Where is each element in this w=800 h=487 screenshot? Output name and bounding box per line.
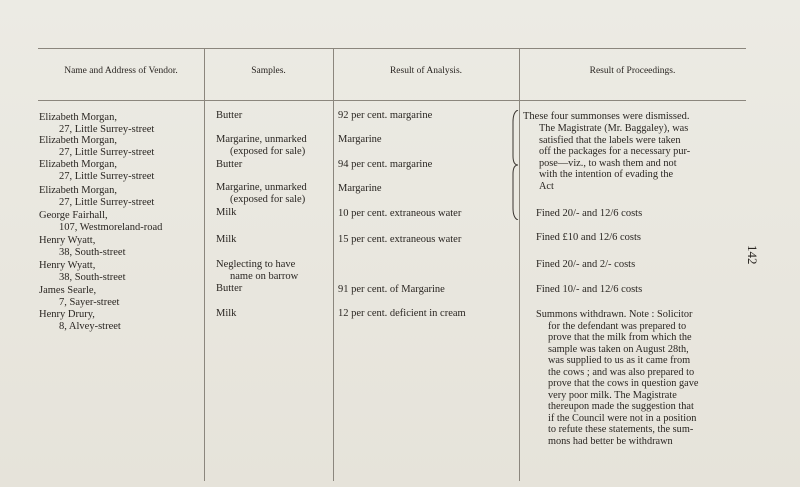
proceeding-line: The Magistrate (Mr. Baggaley), was: [539, 123, 689, 134]
proceeding-line: to refute these statements, the sum-: [548, 424, 694, 435]
sample: Margarine, unmarked: [216, 182, 307, 193]
header-vendor: Name and Address of Vendor.: [64, 66, 178, 76]
proceeding-line: for the defendant was prepared to: [548, 320, 687, 332]
header-samples: Samples.: [251, 66, 286, 76]
proceeding-line: with the intention of evading the: [539, 169, 674, 180]
vendor-address: 8, Alvey-street: [59, 321, 121, 332]
vendor-address: 27, Little Surrey-street: [59, 124, 155, 135]
vendor-name: Henry Wyatt,: [39, 260, 96, 271]
vendor-address: 107, Westmoreland-road: [59, 222, 163, 233]
proceeding-result: Fined 10/- and 12/6 costs: [536, 284, 643, 295]
proceeding-line: was supplied to us as it came from: [548, 355, 691, 366]
page-number: 142: [745, 245, 760, 265]
proceeding-line: sample was taken on August 28th,: [548, 343, 689, 355]
vendor-address: 27, Little Surrey-street: [59, 197, 155, 208]
proceeding-dismissed-detail: [539, 123, 741, 192]
proceeding-line: Act: [539, 180, 554, 192]
analysis-result: 10 per cent. extraneous water: [338, 208, 462, 219]
sample: Milk: [216, 308, 237, 319]
proceeding-result: Fined £10 and 12/6 costs: [536, 232, 641, 243]
vendor-address: 7, Sayer-street: [59, 297, 120, 308]
vendor-name: Elizabeth Morgan,: [39, 159, 117, 170]
proceeding-line: Summons withdrawn. Note : Solicitor: [536, 309, 693, 320]
brace-icon: [512, 110, 520, 220]
sample: Butter: [216, 159, 243, 170]
proceeding-line: prove that the cows in question gave: [548, 378, 699, 389]
sample: Butter: [216, 283, 243, 294]
analysis-result: 91 per cent. of Margarine: [338, 284, 445, 295]
column-divider: [204, 49, 205, 481]
vendor-address: 38, South-street: [59, 272, 126, 283]
sample: Margarine, unmarked: [216, 134, 307, 145]
vendor-address: 38, South-street: [59, 247, 126, 258]
proceeding-result: Fined 20/- and 12/6 costs: [536, 208, 643, 219]
vendor-name: George Fairhall,: [39, 210, 108, 221]
proceeding-line: thereupon made the suggestion that: [548, 401, 694, 412]
proceeding-line: satisfied that the labels were taken: [539, 134, 681, 146]
analysis-result: Margarine: [338, 134, 382, 145]
proceeding-line: mons had better be withdrawn: [548, 435, 673, 447]
vendor-name: Elizabeth Morgan,: [39, 135, 117, 146]
analysis-result: 12 per cent. deficient in cream: [338, 308, 466, 319]
proceeding-line: very poor milk. The Magistrate: [548, 389, 677, 401]
sample: Milk: [216, 234, 237, 245]
proceeding-line: off the packages for a necessary pur-: [539, 146, 691, 157]
proceeding-line: pose—viz., to wash them and not: [539, 157, 677, 169]
column-divider: [333, 49, 334, 481]
vendor-name: Elizabeth Morgan,: [39, 112, 117, 123]
analysis-result: 92 per cent. margarine: [338, 110, 433, 121]
vendor-address: 27, Little Surrey-street: [59, 171, 155, 182]
proceeding-line: the cows ; and was also prepared to: [548, 366, 695, 378]
sample: Butter: [216, 110, 243, 121]
proceeding-result: Fined 20/- and 2/- costs: [536, 259, 636, 270]
sample-detail: (exposed for sale): [230, 146, 306, 157]
header-divider: [38, 100, 746, 101]
header-proceedings: Result of Proceedings.: [589, 66, 676, 76]
header-analysis: Result of Analysis.: [389, 66, 463, 76]
vendor-name: Henry Drury,: [39, 309, 95, 320]
vendor-address: 27, Little Surrey-street: [59, 147, 155, 158]
vendor-name: Elizabeth Morgan,: [39, 185, 117, 196]
proceedings-table: [38, 48, 746, 481]
vendor-name: James Searle,: [39, 285, 97, 296]
proceeding-line: if the Council were not in a position: [548, 412, 697, 424]
analysis-result: 94 per cent. margarine: [338, 159, 433, 170]
analysis-result: Margarine: [338, 183, 382, 194]
vendor-name: Henry Wyatt,: [39, 235, 96, 246]
proceeding-withdrawn: [536, 309, 740, 447]
sample-detail: (exposed for sale): [230, 194, 306, 205]
proceeding-dismissed: These four summonses were dismissed.: [523, 111, 690, 122]
sample-detail: name on barrow: [230, 271, 299, 282]
sample: Milk: [216, 207, 237, 218]
analysis-result: 15 per cent. extraneous water: [338, 234, 462, 245]
proceeding-line: prove that the milk from which the: [548, 332, 692, 343]
sample: Neglecting to have: [216, 259, 296, 270]
